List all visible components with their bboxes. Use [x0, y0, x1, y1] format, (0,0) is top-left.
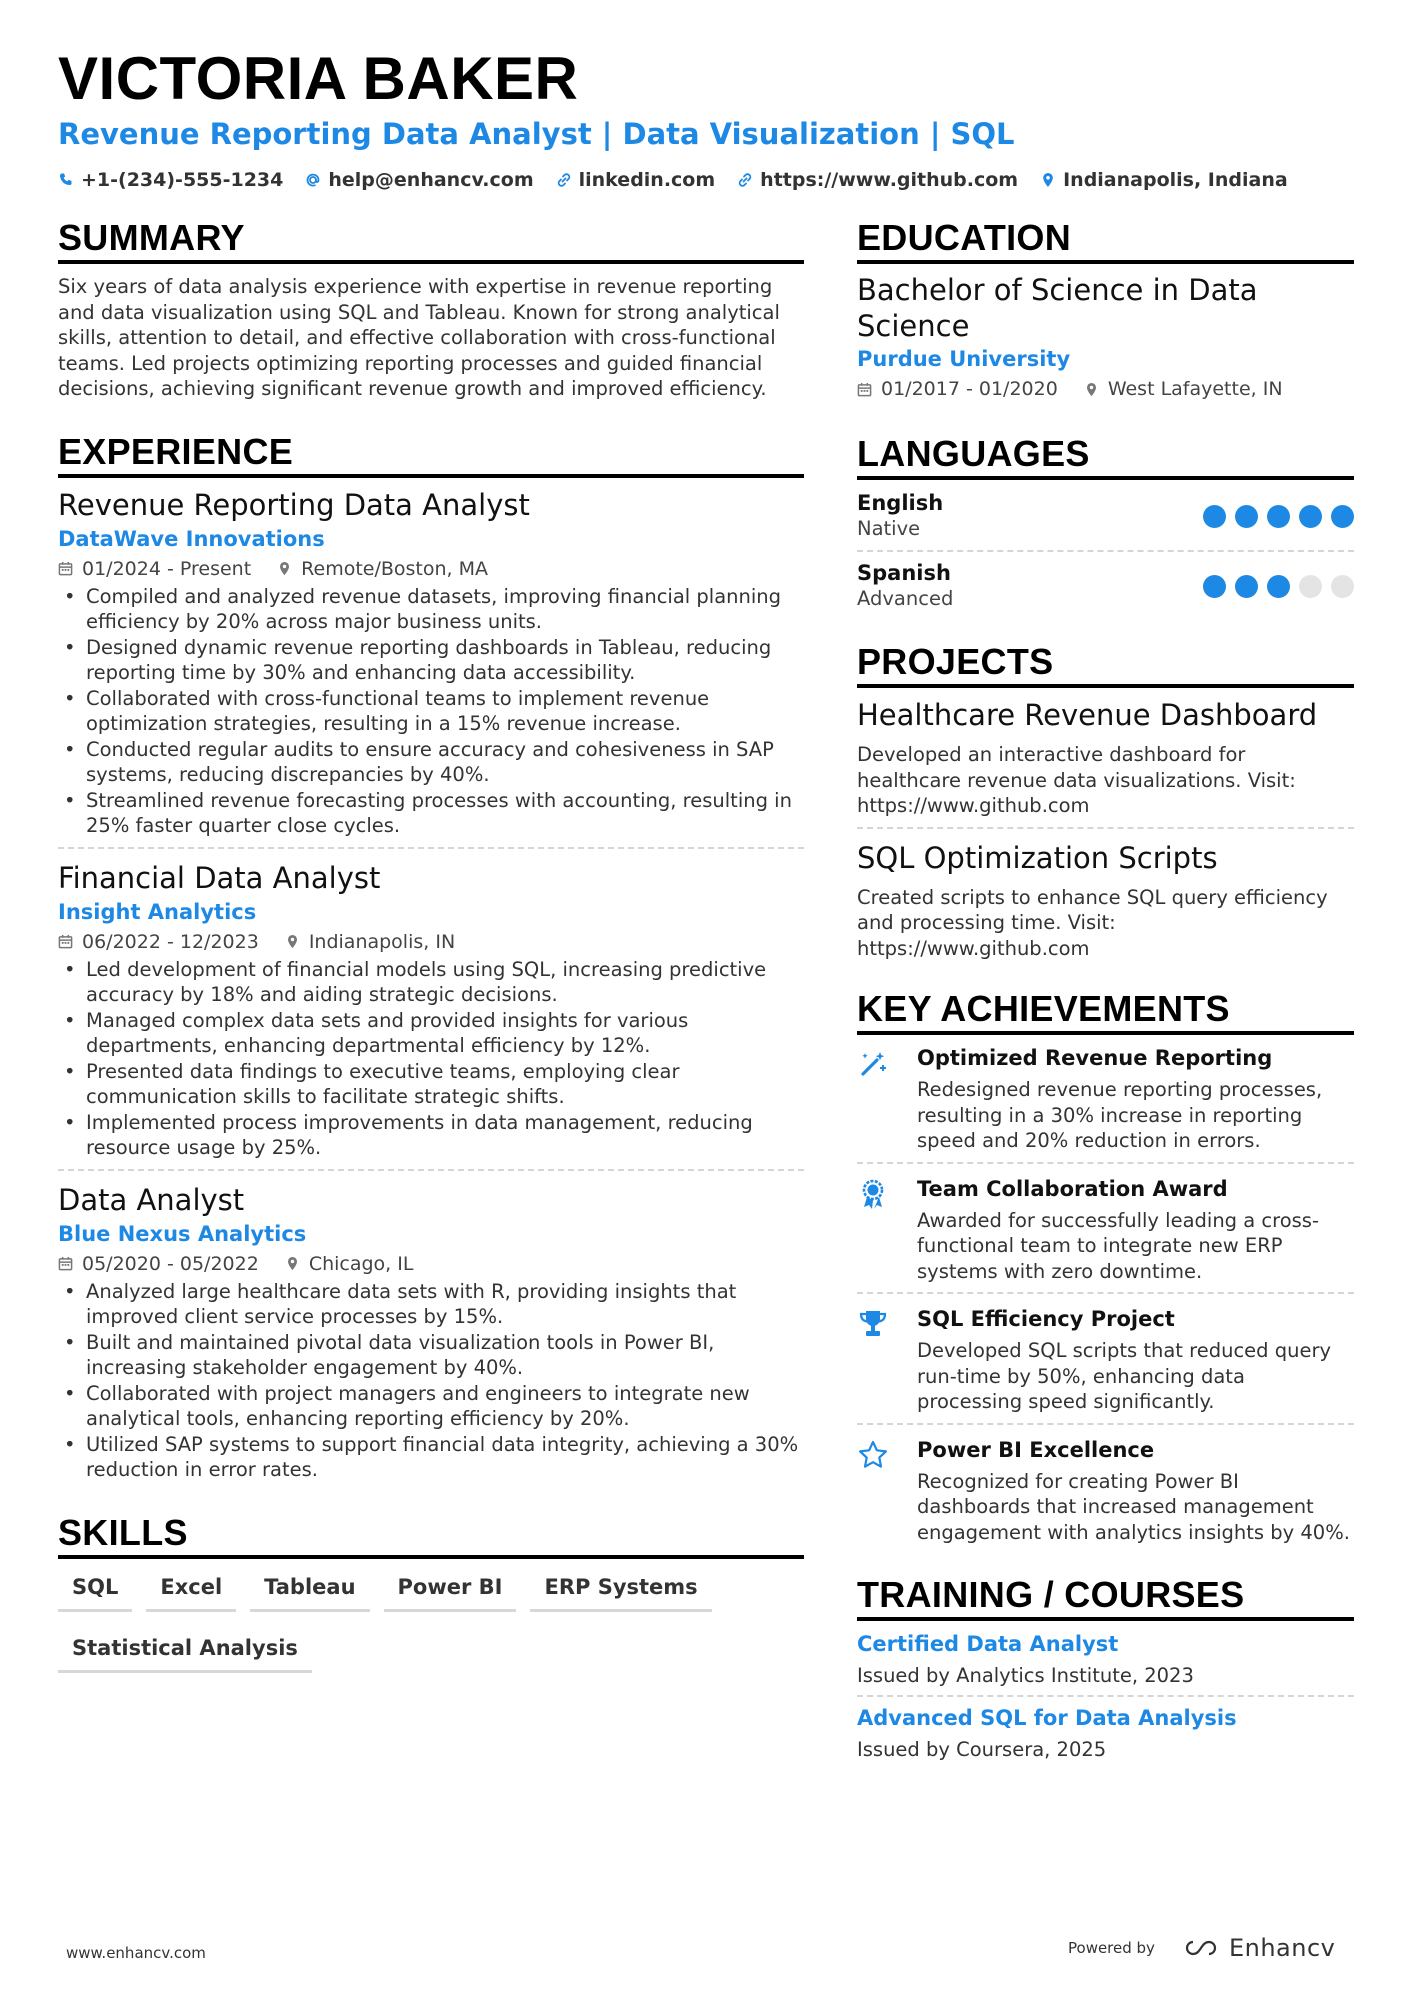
rating-dot-empty [1299, 575, 1322, 598]
achievement-desc: Redesigned revenue reporting processes, resulting in a 30% increase in reporting speed and 20% reduction in errors. [917, 1078, 1323, 1152]
job-meta [58, 554, 804, 584]
job-entry [58, 1181, 804, 1483]
contact-email[interactable] [305, 169, 533, 191]
contact-github[interactable] [737, 169, 1018, 191]
project-name: Healthcare Revenue Dashboard [857, 698, 1318, 732]
job-entry [58, 859, 804, 1161]
link-icon [737, 172, 753, 188]
job-company: DataWave Innovations [58, 526, 325, 551]
contact-phone[interactable] [58, 169, 283, 191]
calendar-icon [857, 382, 872, 397]
map-pin-icon [1084, 382, 1099, 397]
left-column [58, 216, 804, 1691]
entry-divider [857, 827, 1354, 829]
job-location: Indianapolis, IN [308, 930, 456, 953]
education-location: West Lafayette, IN [1107, 378, 1283, 400]
rating-dot-filled [1299, 505, 1322, 528]
language-item [857, 488, 1354, 544]
language-rating [1194, 505, 1354, 528]
job-bullet: • Managed complex data sets and provided insights for various departments, enhancing departmental efficiency by 12%. [58, 1008, 804, 1059]
language-level: Advanced [857, 587, 954, 610]
education-dates: 01/2017 - 01/2020 [881, 378, 1058, 400]
skill-tag: Excel [146, 1569, 236, 1612]
education-heading: EDUCATION [857, 216, 1354, 264]
language-item [857, 558, 1354, 614]
achievement-item [857, 1435, 1354, 1546]
education-meta [857, 374, 1354, 404]
entry-divider [857, 550, 1354, 552]
trophy-icon [857, 1308, 889, 1340]
link-icon [556, 172, 572, 188]
achievement-item [857, 1304, 1354, 1415]
contact-email-text: help@enhancv.com [328, 169, 534, 191]
brand-name: Enhancv [1228, 1934, 1336, 1962]
job-role: Financial Data Analyst [58, 860, 381, 895]
skills-section [58, 1511, 804, 1691]
project-item [857, 696, 1354, 819]
language-level: Native [857, 517, 921, 540]
job-location: Remote/Boston, MA [301, 557, 489, 580]
skills-heading: SKILLS [58, 1511, 804, 1559]
languages-section [857, 432, 1354, 614]
experience-heading: EXPERIENCE [58, 430, 804, 478]
job-bullet: • Utilized SAP systems to support financial data integrity, achieving a 30% reduction in error rates. [58, 1432, 804, 1483]
job-bullets [58, 584, 804, 839]
course-item [857, 1703, 1354, 1767]
job-bullet: • Led development of financial models using SQL, increasing predictive accuracy by 18% and aiding strategic decisions. [58, 957, 804, 1008]
entry-divider [857, 1695, 1354, 1697]
achievements-section [857, 987, 1354, 1545]
project-desc: Developed an interactive dashboard for healthcare revenue data visualizations. Visit: https://www.github.com [857, 743, 1296, 817]
course-issuer: Issued by Coursera, 2025 [857, 1738, 1107, 1761]
summary-text: Six years of data analysis experience with expertise in revenue reporting and data visualization using SQL and Tableau. Known for strong analytical skills, attention to detail, and effective collaboration with cross-functional teams. Led projects optimizing reporting processes and guided financial decisions, achieving significant revenue growth and improved efficiency. [58, 275, 780, 400]
candidate-headline: Revenue Reporting Data Analyst | Data Visualization | SQL [58, 117, 1015, 151]
contact-phone-text: +1-(234)-555-1234 [81, 169, 284, 191]
project-name: SQL Optimization Scripts [857, 840, 1218, 875]
phone-icon [58, 172, 74, 188]
candidate-name: VICTORIA BAKER [58, 45, 579, 112]
training-heading: TRAINING / COURSES [857, 1573, 1354, 1621]
job-dates: 01/2024 - Present [82, 557, 252, 580]
magic-wand-icon [857, 1047, 889, 1079]
rating-dot-filled [1203, 505, 1226, 528]
language-name: English [857, 491, 944, 515]
map-pin-icon [277, 561, 292, 576]
rating-dot-filled [1267, 505, 1290, 528]
contact-linkedin[interactable] [556, 169, 716, 191]
calendar-icon [58, 934, 73, 949]
entry-divider [857, 1423, 1354, 1425]
achievement-item [857, 1174, 1354, 1285]
entry-divider [58, 1169, 804, 1171]
achievements-heading: KEY ACHIEVEMENTS [857, 987, 1354, 1035]
footer-branding[interactable] [1068, 1934, 1335, 1962]
experience-section [58, 430, 804, 1483]
entry-divider [58, 847, 804, 849]
job-bullet: • Implemented process improvements in data management, reducing resource usage by 25%. [58, 1110, 804, 1161]
achievement-title: SQL Efficiency Project [917, 1307, 1175, 1331]
achievement-title: Team Collaboration Award [917, 1176, 1228, 1201]
contact-linkedin-text: linkedin.com [578, 169, 716, 191]
job-location: Chicago, IL [308, 1252, 414, 1275]
star-icon [857, 1439, 889, 1471]
job-bullet: • Presented data findings to executive teams, employing clear communication skills to facilitate strategic shifts. [58, 1059, 804, 1110]
training-section [857, 1573, 1354, 1767]
skill-tag: SQL [58, 1569, 132, 1612]
entry-divider [857, 1292, 1354, 1294]
contact-github-text: https://www.github.com [760, 169, 1019, 191]
contact-location [1040, 169, 1288, 191]
job-bullets [58, 1279, 804, 1483]
footer-website[interactable]: www.enhancv.com [66, 1944, 206, 1962]
job-bullet: • Compiled and analyzed revenue datasets, improving financial planning efficiency by 20% across major business units. [58, 584, 804, 635]
job-dates: 05/2020 - 05/2022 [82, 1252, 259, 1275]
powered-by-label: Powered by [1068, 1939, 1155, 1957]
course-item [857, 1629, 1354, 1693]
job-company: Blue Nexus Analytics [58, 1221, 307, 1246]
entry-divider [857, 1162, 1354, 1164]
achievement-desc: Awarded for successfully leading a cross-functional team to integrate new ERP systems with zero downtime. [917, 1208, 1319, 1283]
skill-tag: Tableau [250, 1569, 369, 1612]
achievement-title: Power BI Excellence [917, 1437, 1155, 1462]
job-dates: 06/2022 - 12/2023 [82, 930, 259, 953]
rating-dot-filled [1331, 505, 1354, 528]
map-pin-icon [285, 1256, 300, 1271]
project-desc: Created scripts to enhance SQL query efficiency and processing time. Visit: https://www.github.com [857, 885, 1328, 960]
projects-section [857, 640, 1354, 961]
summary-heading: SUMMARY [58, 216, 804, 264]
job-bullet: • Collaborated with project managers and engineers to integrate new analytical tools, enhancing reporting efficiency by 20%. [58, 1381, 804, 1432]
education-section [857, 216, 1354, 404]
map-pin-icon [285, 934, 300, 949]
rating-dot-filled [1235, 505, 1258, 528]
education-degree: Bachelor of Science in Data Science [857, 273, 1258, 343]
at-sign-icon [305, 172, 321, 188]
summary-section [58, 216, 804, 402]
job-bullet: • Analyzed large healthcare data sets with R, providing insights that improved client service processes by 15%. [58, 1279, 804, 1330]
projects-heading: PROJECTS [857, 640, 1354, 688]
languages-heading: LANGUAGES [857, 432, 1354, 480]
skills-list [58, 1569, 804, 1691]
job-entry [58, 486, 804, 839]
job-meta [58, 927, 804, 957]
achievement-desc: Developed SQL scripts that reduced query run-time by 50%, enhancing data processing speed significantly. [917, 1339, 1332, 1413]
job-company: Insight Analytics [58, 899, 257, 924]
job-bullet: • Designed dynamic revenue reporting dashboards in Tableau, reducing reporting time by 30% and enhancing data accessibility. [58, 635, 804, 686]
achievement-desc: Recognized for creating Power BI dashboards that increased management engagement with analytics insights by 40%. [917, 1469, 1350, 1544]
language-name: Spanish [857, 561, 951, 585]
course-name: Certified Data Analyst [857, 1632, 1119, 1656]
language-rating [1194, 575, 1354, 598]
right-column [857, 216, 1354, 1767]
calendar-icon [58, 561, 73, 576]
rating-dot-empty [1331, 575, 1354, 598]
job-bullet: • Collaborated with cross-functional teams to implement revenue optimization strategies, resulting in a 15% revenue increase. [58, 686, 804, 737]
job-role: Revenue Reporting Data Analyst [58, 487, 530, 522]
achievement-item [857, 1043, 1354, 1154]
calendar-icon [58, 1256, 73, 1271]
enhancv-logo-icon [1181, 1938, 1221, 1958]
job-meta [58, 1249, 804, 1279]
job-bullet: • Built and maintained pivotal data visualization tools in Power BI, increasing stakeholder engagement by 40%. [58, 1330, 804, 1381]
course-name: Advanced SQL for Data Analysis [857, 1706, 1237, 1730]
skill-tag: ERP Systems [530, 1569, 711, 1612]
job-role: Data Analyst [58, 1182, 245, 1217]
project-item [857, 839, 1354, 962]
skill-tag: Power BI [384, 1569, 517, 1612]
job-bullet: • Streamlined revenue forecasting processes with accounting, resulting in 25% faster quarter close cycles. [58, 788, 804, 839]
contact-location-text: Indianapolis, Indiana [1063, 169, 1288, 191]
rating-dot-filled [1203, 575, 1226, 598]
course-issuer: Issued by Analytics Institute, 2023 [857, 1664, 1194, 1687]
languages-list [857, 488, 1354, 614]
rating-dot-filled [1267, 575, 1290, 598]
job-bullets [58, 957, 804, 1161]
education-school: Purdue University [857, 347, 1071, 371]
achievement-title: Optimized Revenue Reporting [917, 1046, 1273, 1070]
contact-bar [58, 169, 1310, 191]
award-ribbon-icon [857, 1178, 889, 1210]
rating-dot-filled [1235, 575, 1258, 598]
job-bullet: • Conducted regular audits to ensure accuracy and cohesiveness in SAP systems, reducing discrepancies by 40%. [58, 737, 804, 788]
map-pin-icon [1040, 172, 1056, 188]
skill-tag: Statistical Analysis [58, 1630, 312, 1673]
